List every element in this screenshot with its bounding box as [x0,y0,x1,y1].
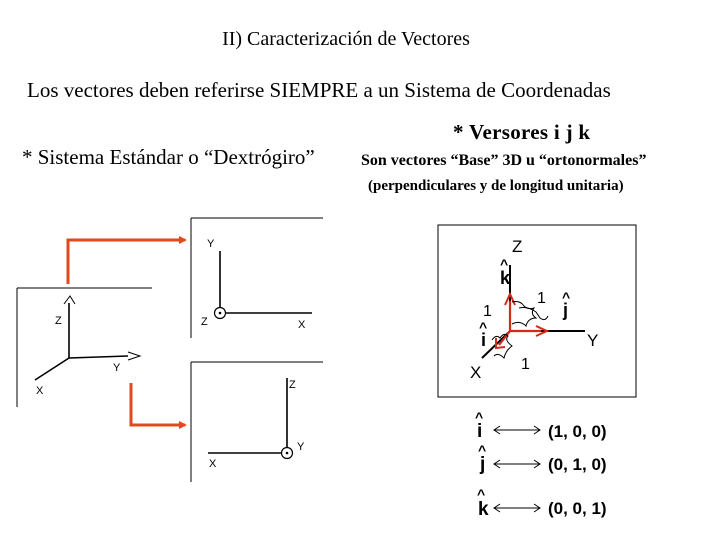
i-definition-row [475,409,607,442]
i-symbol: i [477,421,483,442]
axis-label-z: Z [201,316,208,328]
j-hat: ^ [478,442,487,458]
base-vectors-text: Son vectores “Base” 3D u “ortonormales” [361,152,647,169]
y-axis-eye-icon [128,352,140,360]
i-components: (1, 0, 0) [548,422,607,441]
axis-label-x: X [298,319,306,331]
axis-label-z: Z [55,315,62,327]
i-hat: ^ [475,409,484,425]
slide-title: II) Caracterización de Vectores [222,28,470,50]
k-hat: ^ [500,256,509,272]
arrow-to-xz-view [131,383,185,425]
x-axis-line [35,358,69,380]
xz-plane-diagram [191,362,323,482]
j-label: j [563,300,569,320]
xy-plane-diagram [191,218,323,338]
axis-label-y: Y [113,362,121,374]
axis-label-x: X [36,385,44,397]
j-magnitude-label: 1 [537,290,546,307]
k-components: (0, 0, 1) [548,499,607,518]
k-magnitude-label: 1 [483,303,492,320]
intro-text: Los vectores deben referirse SIEMPRE a un Sistema de Coordenadas [27,78,611,102]
z-axis-eye-icon [64,296,75,304]
k-definition-row [477,486,607,520]
j-components: (0, 1, 0) [548,455,607,474]
standard-system-text: * Sistema Estándar o “Dextrógiro” [22,145,315,169]
k-hat: ^ [477,486,486,502]
unit-vector-definitions [475,409,607,520]
y-axis-line [69,356,128,358]
versores-heading: * Versores i j k [453,120,591,144]
j-definition-row [478,442,607,475]
diagram-frame [438,225,636,397]
axis-label-y: Y [587,331,599,350]
axis-label-z: Z [512,237,523,256]
perpendicular-text: (perpendiculares y de longitud unitaria) [368,178,624,194]
i-hat: ^ [479,319,488,335]
axis-label-x: X [470,363,482,382]
i-label: i [481,330,487,350]
k-symbol: k [478,499,489,520]
axis-label-y: Y [207,238,215,250]
axis-label-y: Y [297,441,305,453]
j-hat: ^ [562,289,571,305]
i-magnitude-label: 1 [521,356,530,373]
axis-label-z: Z [289,379,296,391]
axis-label-x: X [209,458,217,470]
j-symbol: j [480,454,486,475]
unit-vectors-diagram [438,225,636,397]
arrow-to-xy-view [68,240,185,284]
k-label: k [500,268,511,288]
